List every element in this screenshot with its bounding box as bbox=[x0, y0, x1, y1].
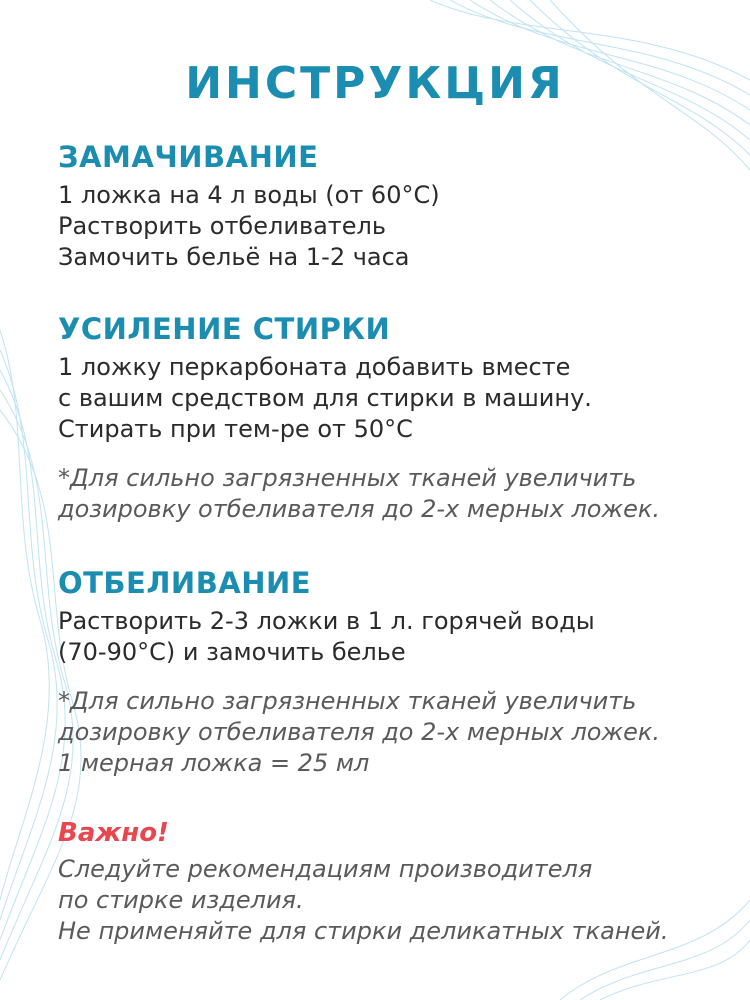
footnote-line: 1 мерная ложка = 25 мл bbox=[58, 749, 370, 777]
instruction-line: Растворить отбеливатель bbox=[58, 212, 387, 240]
section-heading: ЗАМАЧИВАНИЕ bbox=[58, 140, 319, 174]
page-title: ИНСТРУКЦИЯ bbox=[185, 58, 565, 109]
warning-line: Следуйте рекомендациям производителя bbox=[58, 855, 593, 883]
section-soaking bbox=[58, 140, 738, 273]
instruction-line: Растворить 2-3 ложки в 1 л. горячей воды bbox=[58, 607, 595, 635]
warning-heading: Важно! bbox=[58, 818, 169, 848]
section-important bbox=[58, 818, 738, 947]
instruction-line: Замочить бельё на 1-2 часа bbox=[58, 243, 410, 271]
section-heading: ОТБЕЛИВАНИЕ bbox=[58, 566, 312, 600]
instruction-line: Стирать при тем-ре от 50°C bbox=[58, 415, 413, 443]
footnote bbox=[58, 686, 738, 779]
footnote bbox=[58, 463, 738, 525]
footnote-line: *Для сильно загрязненных тканей увеличить bbox=[58, 687, 637, 715]
instruction-line: с вашим средством для стирки в машину. bbox=[58, 384, 592, 412]
instruction-line: 1 ложку перкарбоната добавить вместе bbox=[58, 353, 571, 381]
footnote-line: дозировку отбеливателя до 2-х мерных ложек. bbox=[58, 495, 660, 523]
warning-line: по стирке изделия. bbox=[58, 886, 304, 914]
section-wash-boost bbox=[58, 312, 738, 525]
instruction-line: (70-90°C) и замочить белье bbox=[58, 638, 406, 666]
section-heading: УСИЛЕНИЕ СТИРКИ bbox=[58, 312, 391, 346]
warning-line: Не применяйте для стирки деликатных тканей. bbox=[58, 917, 669, 945]
section-bleaching bbox=[58, 566, 738, 779]
footnote-line: *Для сильно загрязненных тканей увеличить bbox=[58, 464, 637, 492]
instruction-line: 1 ложка на 4 л воды (от 60°C) bbox=[58, 181, 440, 209]
footnote-line: дозировку отбеливателя до 2-х мерных ложек. bbox=[58, 718, 660, 746]
